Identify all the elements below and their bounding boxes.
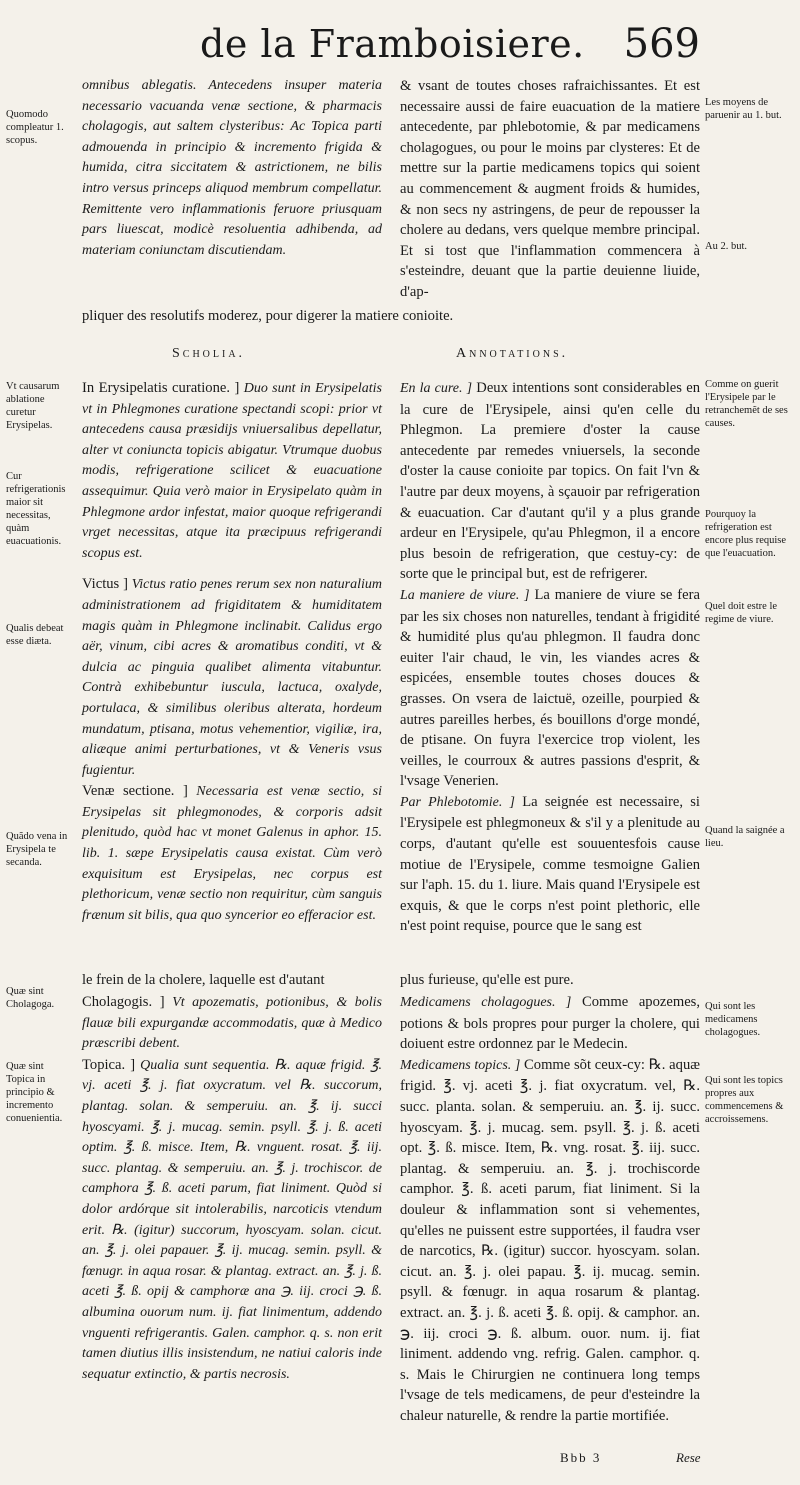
scholia-heading: Scholia. bbox=[172, 346, 246, 361]
left-margin-note-scopus: Quomodo compleatur 1. scopus. bbox=[6, 109, 64, 146]
right-margin-note-refrigeration: Pourquoy la refrigeration est encore plus requise que l'euacuation. bbox=[705, 509, 787, 559]
scholia-lemma: In Erysipelatis curatione. ] bbox=[82, 380, 240, 396]
scholia-paragraph bbox=[82, 992, 382, 1055]
scholia-lemma: Cholagogis. ] bbox=[82, 994, 165, 1010]
annotations-column bbox=[400, 378, 700, 937]
page-number: 569 bbox=[623, 21, 700, 67]
annotations-heading: Annotations. bbox=[456, 346, 569, 361]
annotation-paragraph bbox=[400, 585, 700, 792]
left-margin-note-causes: Vt causarum ablatione curetur Erysipelas. bbox=[6, 381, 60, 431]
top-french-text bbox=[400, 76, 700, 303]
left-margin-note-refrigeration: Cur refrigerationis maior sit necessitas, quàm euacuationis. bbox=[6, 471, 66, 547]
scholia-text: Vt apozematis, potionibus, & bolis flauæ bili expurgandæ accommodatis, quæ à Medico præscribi debent. bbox=[82, 995, 382, 1052]
right-margin-note-cholagogues: Qui sont les medicamens cholagogues. bbox=[705, 1001, 761, 1038]
scholia-lemma: Topica. ] bbox=[82, 1056, 136, 1073]
top-french-paragraph: & vsant de toutes choses rafraichissantes. Et est necessaire aussi de faire euacuation de la matiere antecedente, par phlebotomie, & par medicamens cholagogues, ou pour le moins par clysteres: Et de mettre sur la partie medicamens topics qui soient au commencement & augment froids & humides, & non secs ny astringens, de peur de repousser la cholere au dedans, vers quelque membre principal. Et si tost que l'inflammation commencera à s'esteindre, deuant que la partie deuienne liuide, d'ap- bbox=[400, 78, 700, 300]
annotation-paragraph bbox=[400, 992, 700, 1055]
signature-mark: Bbb 3 bbox=[560, 1450, 602, 1465]
scholia-column-lower bbox=[82, 992, 382, 1385]
left-margin-note-bloodletting: Quãdo vena in Erysipela te secanda. bbox=[6, 831, 68, 868]
annotation-text: Deux intentions sont considerables en la cure de l'Erysipele, ainsi qu'en celle du Phlegmon. La premiere d'oster la cause antecedente par remedes vniuersels, la seconde d'oster la cause conioite par topics. On fait l'vn & l'autre par deux moyens, à sçauoir par refrigeration & euacuation. Car d'autant qu'il y a plus grande ardeur en l'Erysipele, qu'au Phlegmon, il a encore plus besoin de refrigeration, que cestuy-cy: de sorte que le principal but, est de refrigerer. bbox=[400, 380, 700, 583]
catchword: Rese bbox=[676, 1450, 701, 1465]
annotation-lemma: La maniere de viure. ] bbox=[400, 587, 530, 603]
scholia-paragraph bbox=[82, 1055, 382, 1386]
annotation-text: La maniere de viure se fera par les six choses non naturelles, tendant à frigidité & humidité plus qu'au phlegmon. Il faudra donc euiter l'air chaud, le vin, les viandes acres & espicées, ensemble toutes choses douces & grasses. On vsera de laictuë, ozeille, pourpied & autres pareilles herbes, és bouillons d'orge mondé, de ptisane. On fuyra l'exercice trop violent, les veilles, le courroux & autres passions d'esprit, & l'vsage Venerien. bbox=[400, 586, 700, 790]
annotations-column-lower bbox=[400, 992, 700, 1426]
scholia-lemma: Victus ] bbox=[82, 576, 128, 593]
scholia-lemma: Venæ sectione. ] bbox=[82, 783, 188, 800]
annotation-lemma: Medicamens topics. ] bbox=[400, 1057, 521, 1073]
left-margin-note-cholagoga: Quæ sint Cholagoga. bbox=[6, 986, 55, 1010]
left-margin-note-topica: Quæ sint Topica in principio & incremento conuenientia. bbox=[6, 1061, 63, 1124]
scholia-text: Duo sunt in Erysipelatis vt in Phlegmones curatione spectandi scopi: prior vt antecedens causa præsidijs vniuersalibus depellatur, alter vt coniuncta topicis abigatur. Vtrumque duobus modis, refrigeratione scilicet & euacuatione assequimur. Quia verò maior in Erysipelato quàm in Phlegmone ardor infestat, maior quoque refrigerandi vrget necessitas, atque ita præcipuus refrigerandi scopus est. bbox=[82, 381, 382, 561]
top-latin-paragraph: omnibus ablegatis. Antecedens insuper materia necessario vacuanda venæ sectione, & pharmacis cholagogis, aut saltem clysteribus: Ac Topica parti admouenda in principio & incremento frigida & humida, citra siccitatem & astrictionem, ne bilis intro versus princeps aliquod membrum compellatur. Remittente vero inflammationis feruore priusquam pars liuescat, modicè resoluentia adhibenda, ad materiam coniunctam discutiendam. bbox=[82, 78, 382, 258]
right-margin-note-first-aim: Les moyens de paruenir au 1. but. bbox=[705, 97, 782, 121]
right-margin-note-second-aim: Au 2. but. bbox=[705, 241, 747, 252]
annotation-paragraph bbox=[400, 792, 700, 937]
scholia-paragraph bbox=[82, 574, 382, 781]
scholia-paragraph bbox=[82, 781, 382, 926]
bridge-line-right: plus furieuse, qu'elle est pure. bbox=[400, 972, 574, 988]
annotation-lemma: Par Phlebotomie. ] bbox=[400, 794, 515, 810]
annotation-text: La seignée est necessaire, si l'Erysipele est phlegmoneux & s'il y a plenitude au corps, d'autant qu'elle est souuentesfois cause motiue de l'Erysipele, comme tesmoigne Galien sur l'aph. 15. du 1. liure. Mais quand l'Erysipele est exquis, & que le corps n'est point plethoric, elle n'est point requise, pource que le sang est bbox=[400, 793, 700, 935]
scholia-column bbox=[82, 378, 382, 926]
bridge-line-left: le frein de la cholere, laquelle est d'autant bbox=[82, 972, 325, 988]
top-latin-text bbox=[82, 76, 382, 261]
scholia-text: Necessaria est venæ sectio, si Erysipelas sit phlegmonodes, & corporis adsit plenitudo, quòd hac vt monet Galenus in aphor. 15. lib. 1. sæpe Erysipelatis causa existat. Cùm verò exquisitum est Erysipelas, nec corpus est plethoricum, venæ sectio non requiritur, cùm sanguis frænum sit bilis, qua quo syncerior eo efferacior est. bbox=[82, 784, 382, 923]
annotation-paragraph bbox=[400, 1055, 700, 1427]
scholia-paragraph bbox=[82, 378, 382, 564]
right-margin-note-causes: Comme on guerit l'Erysipele par le retranchemẽt de ses causes. bbox=[705, 379, 788, 429]
annotation-lemma: Medicamens cholagogues. ] bbox=[400, 995, 572, 1010]
right-margin-note-bloodletting: Quand la saignée a lieu. bbox=[705, 825, 785, 849]
top-full-line: pliquer des resolutifs moderez, pour digerer la matiere conioite. bbox=[82, 308, 454, 324]
annotation-text: Comme sõt ceux-cy: ℞. aquæ frigid. ℥. vj. aceti ℥. j. fiat oxycratum. vel, ℞. succ. planta. solan. & semperuiu. an. ℥. ij. succ. hyoscyam. ℥. j. mucag. sem. psyll. ℥. j. ß. aceti opt. ℥. ß. misce. Item, ℞. vng. rosat. ℥. iij. succ. plantag. & semperuiu. an. ℥. j. trochiscorde camphor. ℥. ß. aceti parum, fiat liniment. Si la douleur & inflammation sont si vehementes, qu'elles ne puissent estre supportées, il faudra vser de narcotics, ℞. (igitur) succor. hyoscyam. solan. cicut. an. ℥. j. olei papau. ℥. ij. mucag. semin. psyll. & fœnugr. in aqua rosarum & plantag. extract. an. ℥. j. ß. aceti ℥. ß. opij. & camphor. an. ℈. iij. croci ℈. ß. album. ouor. num. ij. fiat liniment. addendo vng. refrig. Galen. camphor. q. s. Mais le Chirurgien ne continuera long temps l'vsage de tels medicamens, de peur d'esteindre la chaleur naturelle, & rendre la partie mortifiée. bbox=[400, 1056, 700, 1424]
scholia-text: Qualia sunt sequentia. ℞. aquæ frigid. ℥. vj. aceti ℥. j. fiat oxycratum. vel ℞. succorum, plantag. solan. & semperuiu. an. ℥. ij. succi hyoscyami. ℥. j. mucag. semin. psyll. ℥. j. ß. aceti optim. ℥. ß. misce. Item, ℞. vnguent. rosat. ℥. iij. succ. plantag. & semperuiu. an. ℥. j. trochiscor. de camphora ℥. ß. aceti parum, fiat liniment. Quòd si dolor ardórque sit intolerabilis, narcoticis vtendum erit. ℞. (igitur) succorum, hyoscyam. solan. cicut. an. ℥. j. olei papauer. ℥. ij. mucag. semin. psyll. & fœnugr. in aqua rosar. & plantag. extract. an. ℥. j. ß. aceti ℥. ß. opij & camphoræ ana ℈. iij. croci ℈. ß. albumina ouorum num. ij. fiat linimentum, addendo vnguenti refrigerantis. Galen. camphor. q. s. non erit tamen diutius illis insistendum, ne natiui caloris inde sequatur extinctio, & partis necrosis. bbox=[82, 1057, 382, 1382]
annotation-text: Comme apozemes, potions & bols propres pour purger la cholere, qui doiuent estre ordonnez par le Medecin. bbox=[400, 994, 700, 1053]
right-margin-note-topics: Qui sont les topics propres aux commencemens & accroissemens. bbox=[705, 1075, 784, 1125]
right-margin-note-diet: Quel doit estre le regime de viure. bbox=[705, 601, 778, 625]
scholia-text: Victus ratio penes rerum sex non naturalium administrationem ad frigiditatem & humiditatem magis quàm in Phlegmone inclinabit. Calidus ergo aër, vinum, cibi acres & aromatibus conditi, vt & dulcia ac pinguia qualibet alimenta vitabuntur. Contrà exhibebuntur iuscula, lactuca, oxalyde, portulaca, & similibus oleribus alterata, hordeum mundatum, ptisana, motus vehementior, vigiliæ, ira, aliæque animi perturbationes, vt & Veneris vsus fugientur. bbox=[82, 577, 383, 778]
annotation-paragraph bbox=[400, 378, 700, 585]
left-margin-note-diet: Qualis debeat esse diæta. bbox=[6, 623, 64, 647]
annotation-lemma: En la cure. ] bbox=[400, 381, 473, 396]
running-head: de la Framboisiere. bbox=[200, 22, 585, 66]
